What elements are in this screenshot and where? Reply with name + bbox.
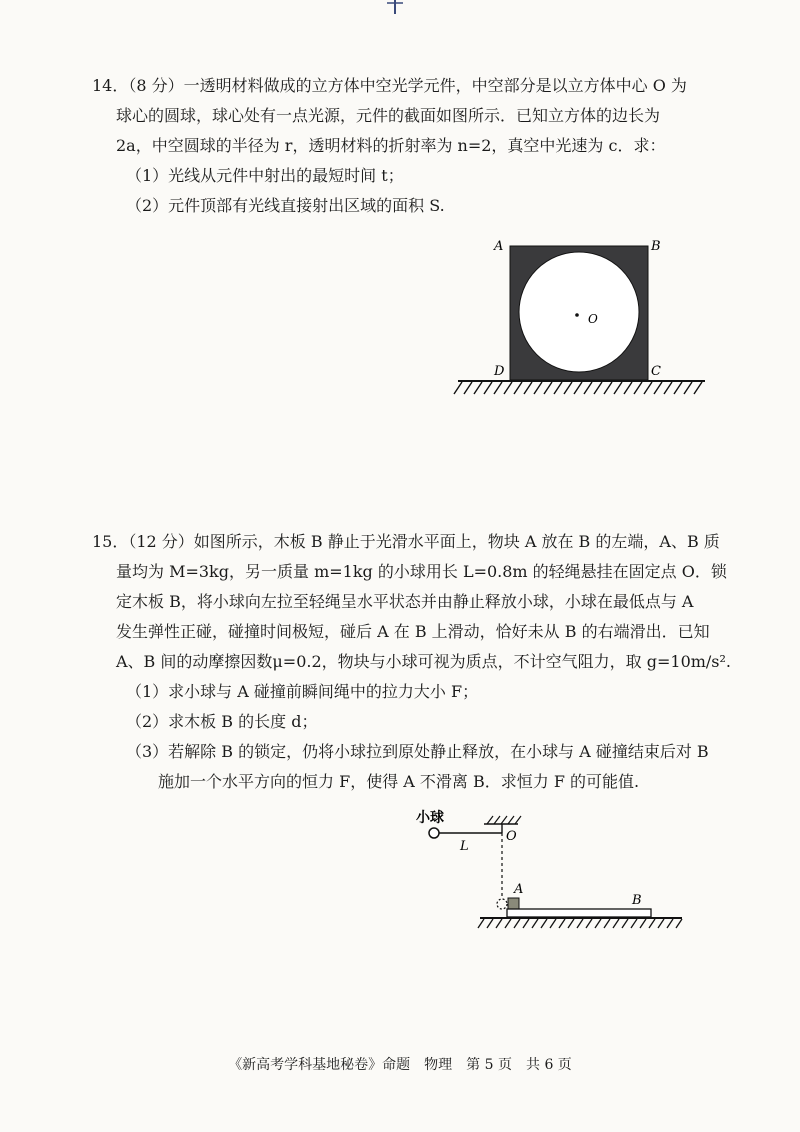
top-binding-mark	[384, 0, 406, 16]
q15-part-3: （3）若解除 B 的锁定，仍将小球拉到原处静止释放，在小球与 A 碰撞结束后对 B	[126, 742, 709, 761]
q15-part-1: （1）求小球与 A 碰撞前瞬间绳中的拉力大小 F；	[126, 682, 479, 701]
q15-line-1: 15．（12 分）如图所示，木板 B 静止于光滑水平面上，物块 A 放在 B 的左端，A、B 质	[92, 532, 720, 551]
label-D: D	[494, 364, 505, 379]
ground-hatching	[478, 919, 682, 928]
label-L: L	[460, 839, 469, 854]
q15-part-3-cont: 施加一个水平方向的恒力 F，使得 A 不滑离 B．求恒力 F 的可能值.	[158, 772, 640, 791]
label-O: O	[506, 829, 517, 844]
ball-initial	[429, 828, 439, 838]
light-source-point	[575, 313, 579, 317]
hollow-sphere	[519, 252, 639, 372]
label-ball: 小球	[416, 810, 444, 826]
ground-hatching	[454, 382, 702, 394]
label-O: O	[588, 312, 598, 326]
board-B	[507, 909, 651, 917]
label-B: B	[651, 239, 661, 254]
q15-line-2: 量均为 M=3kg，另一质量 m=1kg 的小球用长 L=0.8m 的轻绳悬挂在固定点 O．锁	[116, 562, 727, 581]
q14-part-2: （2）元件顶部有光线直接射出区域的面积 S.	[126, 196, 445, 215]
block-A	[508, 898, 519, 909]
page-footer: 《新高考学科基地秘卷》命题 物理 第 5 页 共 6 页	[228, 1057, 572, 1073]
label-A: A	[494, 239, 504, 254]
ball-lowest	[497, 899, 507, 909]
q14-line-1: 14．（8 分）一透明材料做成的立方体中空光学元件，中空部分是以立方体中心 O 为	[92, 76, 687, 95]
q15-line-4: 发生弹性正碰，碰撞时间极短，碰后 A 在 B 上滑动，恰好未从 B 的右端滑出．已知	[116, 622, 710, 641]
label-B: B	[632, 893, 642, 908]
q15-part-2: （2）求木板 B 的长度 d；	[126, 712, 318, 731]
q14-part-1: （1）光线从元件中射出的最短时间 t；	[126, 166, 404, 185]
q15-figure	[410, 800, 700, 940]
q14-figure	[450, 236, 710, 406]
q14-line-2: 球心的圆球，球心处有一点光源，元件的截面如图所示．已知立方体的边长为	[116, 106, 661, 125]
q15-line-5: A、B 间的动摩擦因数μ=0.2，物块与小球可视为质点，不计空气阻力，取 g=10m/s².	[116, 652, 732, 671]
ceiling-hatching	[487, 816, 521, 824]
label-C: C	[651, 364, 661, 379]
q14-line-3: 2a，中空圆球的半径为 r，透明材料的折射率为 n=2，真空中光速为 c．求：	[116, 136, 666, 155]
q15-line-3: 定木板 B，将小球向左拉至轻绳呈水平状态并由静止释放小球，小球在最低点与 A	[116, 592, 694, 611]
label-A: A	[514, 882, 524, 897]
